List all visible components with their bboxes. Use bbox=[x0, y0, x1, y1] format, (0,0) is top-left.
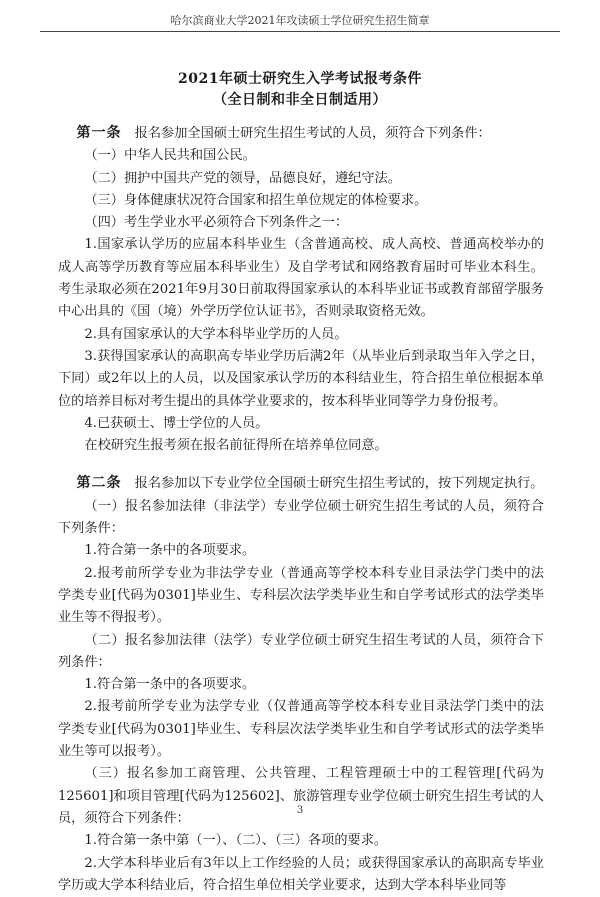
article-2-section-heading: （一）报名参加法律（非法学）专业学位硕士研究生招生考试的人员，须符合下列条件： bbox=[58, 496, 544, 541]
page-number: 3 bbox=[0, 805, 600, 816]
article-2-section-item: 2.报考前所学专业为法学专业（仅普通高等学校本科专业目录法学门类中的法学类专业[代码为0301]毕业生、专科层次法学类毕业生和自学考试形式的法学类毕业生等可以报考）。 bbox=[58, 696, 544, 763]
article-2-label: 第二条 bbox=[76, 475, 121, 491]
article-2-section-heading: （二）报名参加法律（法学）专业学位硕士研究生招生考试的人员，须符合下列条件： bbox=[58, 630, 544, 675]
article-1-subitem: 2.具有国家承认的大学本科毕业学历的人员。 bbox=[58, 324, 544, 346]
document-body bbox=[58, 122, 544, 897]
article-1-label: 第一条 bbox=[76, 125, 121, 141]
article-1-intro: 第一条 报名参加全国硕士研究生招生考试的人员，须符合下列条件： bbox=[58, 122, 544, 145]
article-1-item: （三）身体健康状况符合国家和招生单位规定的体检要求。 bbox=[58, 190, 544, 212]
article-2-section-item: 1.符合第一条中的各项要求。 bbox=[58, 674, 544, 696]
document-subtitle: （全日制和非全日制适用） bbox=[0, 89, 600, 109]
article-2-section-item: 1.符合第一条中的各项要求。 bbox=[58, 540, 544, 562]
article-2-section-item: 2.大学本科毕业后有3年以上工作经验的人员；或获得国家承认的高职高专毕业学历或大学本科结业后，符合招生单位相关学业要求，达到大学本科毕业同等 bbox=[58, 853, 544, 897]
document-title: 2021年硕士研究生入学考试报考条件 bbox=[0, 68, 600, 88]
running-header: 哈尔滨商业大学2021年攻读硕士学位研究生招生简章 bbox=[0, 12, 600, 28]
article-2-section-item: 1.符合第一条中第（一）、（二）、（三）各项的要求。 bbox=[58, 830, 544, 852]
article-1-subitem: 4.已获硕士、博士学位的人员。 bbox=[58, 413, 544, 435]
article-1-note: 在校研究生报考须在报名前征得所在培养单位同意。 bbox=[58, 435, 544, 457]
section-gap bbox=[58, 457, 544, 472]
header-divider bbox=[40, 31, 560, 32]
article-1-subitem: 1.国家承认学历的应届本科毕业生（含普通高校、成人高校、普通高校举办的成人高等学历教育等应届本科毕业生）及自学考试和网络教育届时可毕业本科生。考生录取必须在2021年9月30日前取得国家承认的本科毕业证书或教育部留学服务中心出具的《国（境）外学历学位认证书》，否则录取资格无效。 bbox=[58, 234, 544, 323]
article-2-section-heading: （三）报名参加工商管理、公共管理、工程管理硕士中的工程管理[代码为125601]和项目管理[代码为125602]、旅游管理专业学位硕士研究生招生考试的人员，须符合下列条件： bbox=[58, 763, 544, 830]
article-1-subitem: 3.获得国家承认的高职高专毕业学历后满2年（从毕业后到录取当年入学之日，下同）或2年以上的人员，以及国家承认学历的本科结业生，符合招生单位根据本单位的培养目标对考生提出的具体学业要求的，按本科毕业同等学力身份报考。 bbox=[58, 346, 544, 413]
article-1-item: （二）拥护中国共产党的领导，品德良好，遵纪守法。 bbox=[58, 168, 544, 190]
article-1-item: （一）中华人民共和国公民。 bbox=[58, 145, 544, 167]
article-1-item: （四）考生学业水平必须符合下列条件之一： bbox=[58, 212, 544, 234]
article-2-intro: 第二条 报名参加以下专业学位全国硕士研究生招生考试的，按下列规定执行。 bbox=[58, 472, 544, 495]
article-2-section-item: 2.报考前所学专业为非法学专业（普通高等学校本科专业目录法学门类中的法学类专业[代码为0301]毕业生、专科层次法学类毕业生和自学考试形式的法学类毕业生等不得报考）。 bbox=[58, 563, 544, 630]
